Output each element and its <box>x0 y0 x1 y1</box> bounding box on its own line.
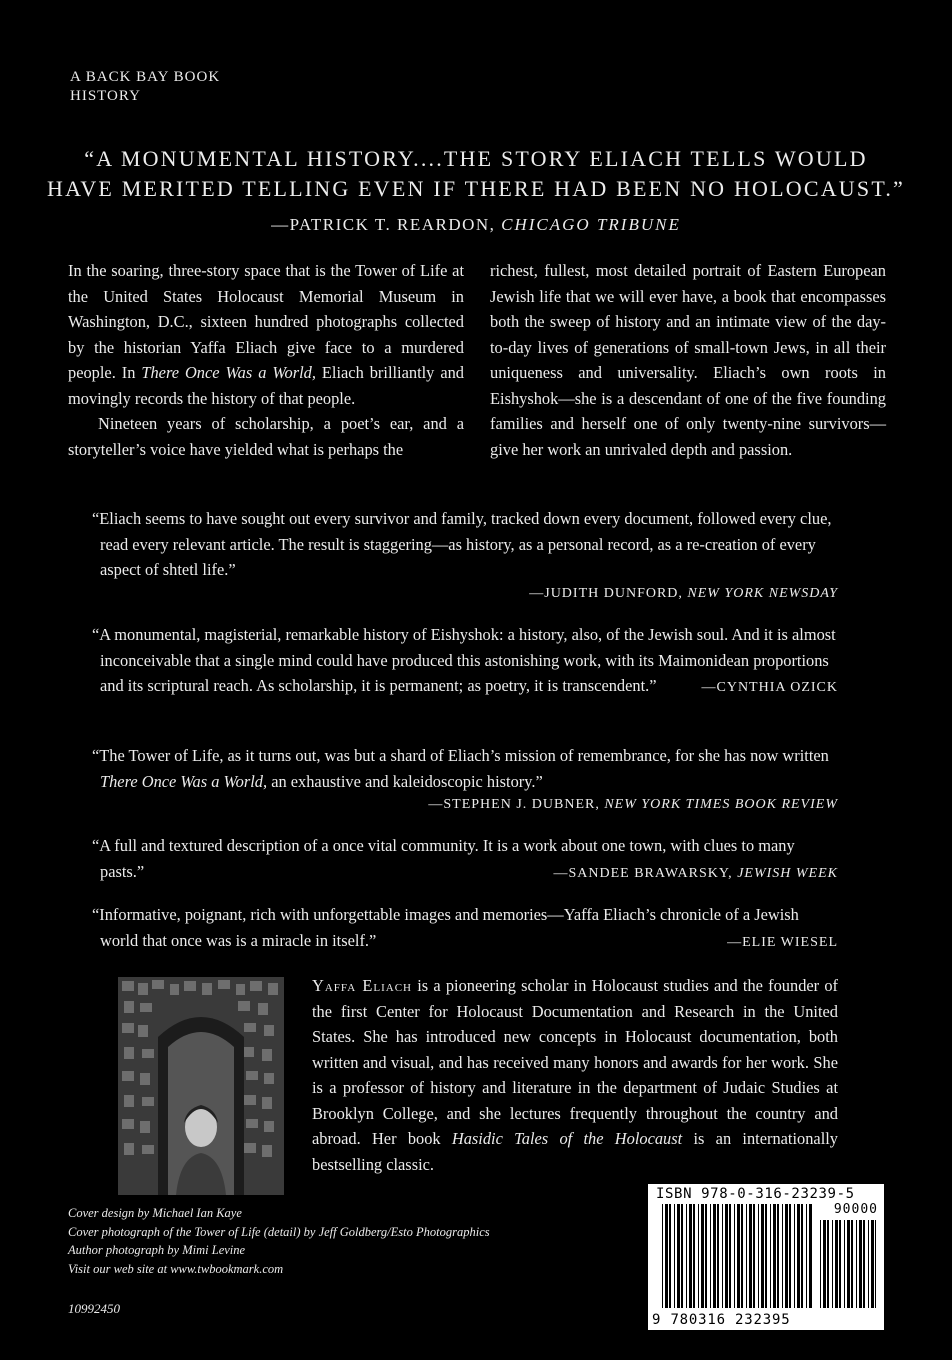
barcode-bar <box>827 1220 829 1308</box>
barcode-bar <box>758 1204 759 1308</box>
description-p1-text-b: Eliach brilliantly and movingly records the history of that people. <box>68 363 465 408</box>
description-paragraph-2-start: Nineteen years of scholarship, a poet’s ear, and a storyteller’s voice have yielded what is perhaps the <box>68 414 464 459</box>
barcode-bar <box>868 1220 869 1308</box>
barcode-bar <box>782 1204 783 1308</box>
barcode-bar <box>725 1204 728 1308</box>
barcode-bar <box>713 1204 716 1308</box>
blurb-wiesel <box>92 902 838 955</box>
blurb-attribution <box>100 583 838 605</box>
barcode-bar <box>823 1220 826 1308</box>
barcode-bar <box>701 1204 704 1308</box>
blurb-attr-source: JEWISH WEEK <box>737 865 838 881</box>
author-photo-image <box>118 977 284 1195</box>
imprint-label: A BACK BAY BOOK <box>70 69 221 85</box>
blurb-attribution: —CYNTHIA OZICK <box>701 680 838 695</box>
description-book-title: There Once Was a World, <box>141 363 316 382</box>
barcode-bar <box>859 1220 862 1308</box>
lead-attr-source: CHICAGO TRIBUNE <box>501 215 681 234</box>
description-paragraph-1 <box>68 258 464 411</box>
barcode-bar <box>765 1204 767 1308</box>
blurb-ozick <box>92 622 838 701</box>
barcode-bar <box>753 1204 755 1308</box>
price-code: 90000 <box>833 1202 878 1217</box>
credit-cover-photo: Cover photograph of the Tower of Life (detail) by Jeff Goldberg/Esto Photographics <box>68 1224 490 1239</box>
lead-attr-name: —PATRICK T. REARDON, <box>271 215 502 234</box>
credit-cover-design: Cover design by Michael Ian Kaye <box>68 1206 242 1220</box>
blurb-text <box>92 902 838 953</box>
description-p1-text-a: In the soaring, three-story space that is the Tower of Life at the United States Holocaust Memorial Museum in Washington, D.C., sixteen hundred photographs collected by the historian Yaffa Eliach give face to a murdered people. In <box>68 261 464 382</box>
blurb-text <box>92 743 838 794</box>
barcode-bar <box>686 1204 687 1308</box>
barcode-bar <box>839 1220 841 1308</box>
category-label: HISTORY <box>70 88 141 104</box>
blurb-attr-name: —SANDEE BRAWARSKY, <box>553 865 738 881</box>
barcode-bar <box>844 1220 845 1308</box>
barcode-bar <box>665 1204 668 1308</box>
credit-website: Visit our web site at www.twbookmark.com <box>68 1261 284 1276</box>
author-bio-text-b: is an internationally bestselling classic. <box>312 1129 838 1174</box>
barcode-bar <box>797 1204 800 1308</box>
barcode-bar <box>770 1204 771 1308</box>
blurb-attribution <box>553 861 838 887</box>
barcode-bar <box>875 1220 876 1308</box>
blurb-text-b: an exhaustive and kaleidoscopic history.” <box>267 771 543 791</box>
barcode-bar <box>761 1204 764 1308</box>
description-right-column <box>490 258 886 462</box>
barcode-bar <box>794 1204 795 1308</box>
barcode-bar <box>871 1220 874 1308</box>
barcode-bar <box>681 1204 683 1308</box>
barcode-bar <box>749 1204 752 1308</box>
author-bio <box>312 973 838 1177</box>
barcode-bar <box>662 1204 663 1308</box>
description-paragraph-2-end: richest, fullest, most detailed portrait of Eastern European Jewish life that we will ever have, a book that encompasses both the sweep of history and an intimate view of the day-to-day lives of generations of small-town Jews, in all their uniqueness and universality. Eliach’s own roots in Eishyshok—she is a descendant of one of the five founding families and herself one of only twenty-nine survivors—give her work an unrivaled depth and passion. <box>490 261 886 459</box>
blurb-text-content: “Informative, poignant, rich with unforgettable images and memories—Yaffa Eliach’s chronicle of a Jewish world that once was is a miracle in itself.” <box>92 905 799 950</box>
author-name: Yaffa Eliach <box>312 976 412 995</box>
barcode-bar <box>806 1204 807 1308</box>
blurb-text <box>92 833 838 884</box>
blurb-attr-source: NEW YORK NEWSDAY <box>687 585 838 601</box>
barcode-bar <box>820 1220 821 1308</box>
author-book-title: Hasidic Tales of the Holocaust <box>451 1129 683 1148</box>
barcode-bar <box>785 1204 788 1308</box>
blurb-dubner <box>92 743 838 816</box>
blurb-attribution <box>100 794 838 816</box>
barcode-bar <box>737 1204 740 1308</box>
blurb-text-a: “The Tower of Life, as it turns out, was but a shard of Eliach’s mission of remembrance, for she has now written <box>92 746 829 765</box>
barcode-bar <box>847 1220 850 1308</box>
product-code: 10992450 <box>68 1301 120 1316</box>
barcode-bar <box>856 1220 857 1308</box>
barcode-bar <box>698 1204 699 1308</box>
barcode-bar <box>705 1204 707 1308</box>
author-bio-text <box>312 973 838 1177</box>
back-cover-header <box>70 68 220 106</box>
blurb-attr-source: NEW YORK TIMES BOOK REVIEW <box>604 797 838 812</box>
barcode-bar <box>777 1204 779 1308</box>
cover-credits <box>68 1204 490 1278</box>
author-bio-text-a: is a pioneering scholar in Holocaust studies and the founder of the first Center for Holocaust Documentation and Research in the United States. She has introduced new concepts in Holocaust documentation, both written and visual, and has received many honors and awards for her work. She is a professor of history and literature in the department of Judaic Studies at Brooklyn College, and she lectures frequently throughout the country and abroad. Her book <box>312 976 838 1148</box>
barcode-bar <box>746 1204 747 1308</box>
barcode-bar <box>801 1204 803 1308</box>
barcode-bar <box>674 1204 675 1308</box>
isbn-barcode <box>648 1184 884 1330</box>
barcode-bar <box>689 1204 692 1308</box>
lead-quote-attribution <box>40 215 912 235</box>
blurb-brawarsky <box>92 833 838 886</box>
barcode-bar <box>729 1204 731 1308</box>
ean-number: 9 780316 232395 <box>652 1312 791 1328</box>
barcode-bar <box>722 1204 723 1308</box>
barcode-bar <box>710 1204 711 1308</box>
barcode-bar <box>789 1204 791 1308</box>
barcode-bar <box>809 1204 812 1308</box>
blurb-text-content: “A full and textured description of a once vital community. It is a work about one town, with clues to many pasts.” <box>92 836 795 881</box>
barcode-bar <box>717 1204 719 1308</box>
blurb-attribution: —ELIE WIESEL <box>727 934 838 950</box>
barcode-bar <box>677 1204 680 1308</box>
blurb-text: “Eliach seems to have sought out every survivor and family, tracked down every document, followed every clue, read every relevant article. The result is staggering—as history, as a personal record, as a re-creation of every aspect of shtetl life.” <box>92 509 832 579</box>
barcode-bar <box>835 1220 838 1308</box>
blurb-book-title: There Once Was a World, <box>100 771 268 791</box>
barcode-bar <box>669 1204 671 1308</box>
lead-quote-line-2: HAVE MERITED TELLING EVEN IF THERE HAD BEEN NO HOLOCAUST.” <box>46 176 905 201</box>
author-photo <box>118 977 284 1195</box>
barcode-bar <box>773 1204 776 1308</box>
barcode-bar <box>832 1220 833 1308</box>
barcode-bar <box>734 1204 735 1308</box>
blurb-text-content: “A monumental, magisterial, remarkable history of Eishyshok: a history, also, of the Jewish soul. And it is almost inconceivable that a single mind could have produced this astonishing work, with its Maimonidean proportions and its scriptural reach. As scholarship, it is permanent; as poetry, it is transcendent.” <box>92 625 836 695</box>
blurb-dunford <box>92 506 838 605</box>
barcode-bar <box>741 1204 743 1308</box>
barcode-bar <box>863 1220 865 1308</box>
addon-bars <box>820 1220 876 1308</box>
barcode-bar <box>693 1204 695 1308</box>
barcode-bar <box>851 1220 853 1308</box>
ean-bars <box>662 1204 812 1308</box>
isbn-number: ISBN 978-0-316-23239-5 <box>656 1186 855 1202</box>
lead-quote <box>40 144 912 204</box>
description-left-column <box>68 258 464 462</box>
lead-quote-line-1: “A MONUMENTAL HISTORY....THE STORY ELIACH TELLS WOULD <box>84 146 868 171</box>
blurb-text <box>92 622 838 699</box>
blurb-attr-name: —JUDITH DUNFORD, <box>529 585 688 601</box>
credit-author-photo: Author photograph by Mimi Levine <box>68 1243 246 1257</box>
blurb-attr-name: —STEPHEN J. DUBNER, <box>428 797 605 812</box>
